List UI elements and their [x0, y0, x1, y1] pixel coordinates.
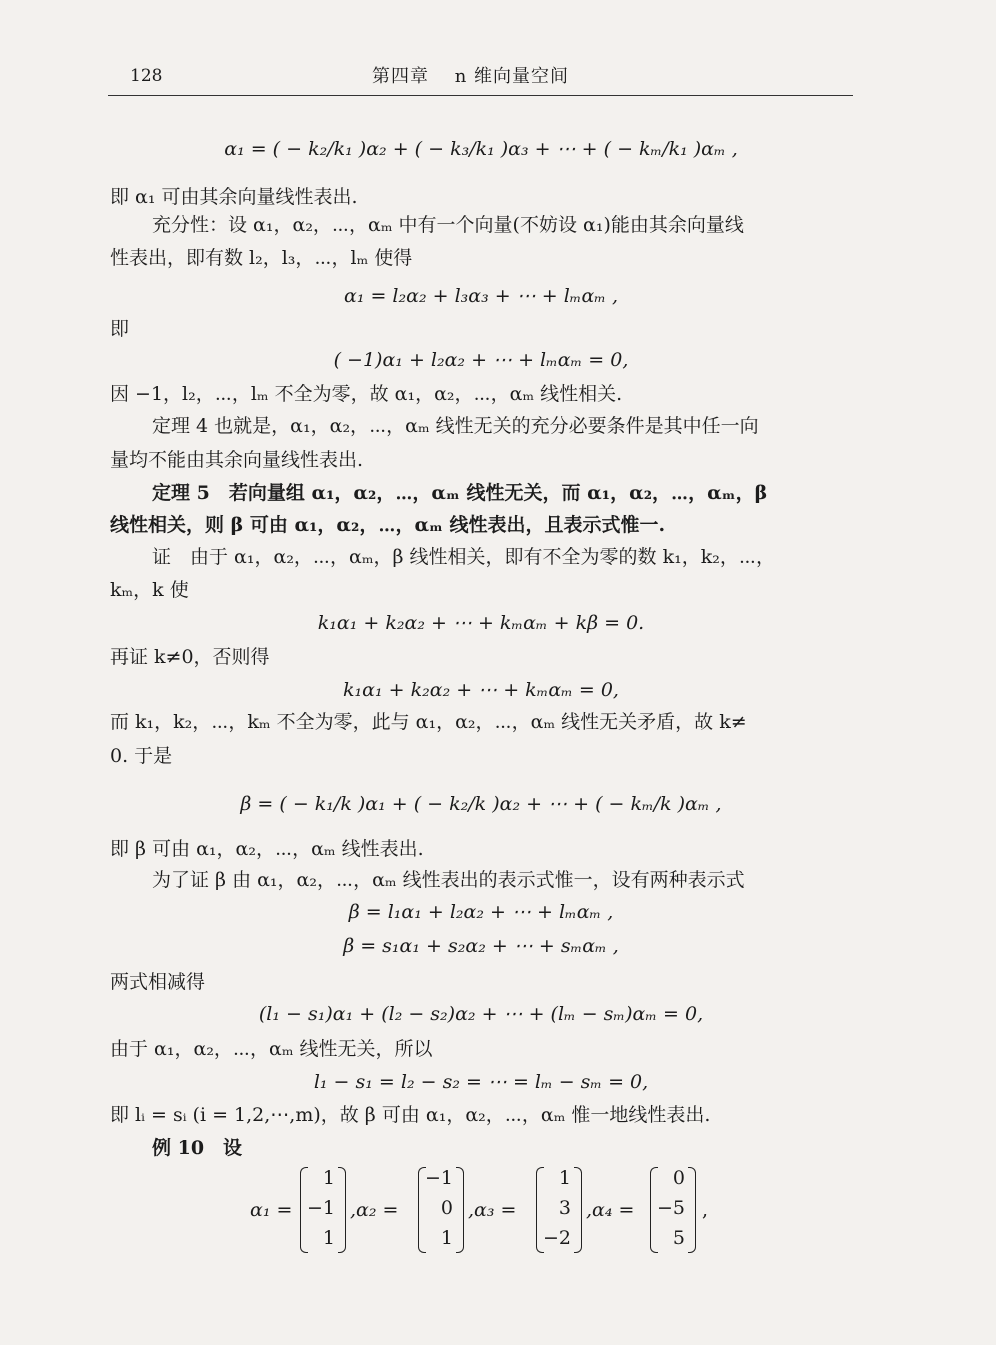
text-line: kₘ，k 使 — [110, 579, 189, 601]
matrix-entry: 0 — [440, 1197, 453, 1219]
example-10-heading: 例 10 设 — [152, 1137, 243, 1159]
proof-line: 证 由于 α₁，α₂，⋯，αₘ，β 线性相关，即有不全为零的数 k₁，k₂，⋯， — [152, 546, 775, 568]
matrix-label: ,α₂ = — [350, 1199, 399, 1221]
matrix-label: ,α₃ = — [468, 1199, 517, 1221]
equation: k₁α₁ + k₂α₂ + ⋯ + kₘαₘ = 0, — [343, 679, 619, 701]
matrix-entry: −1 — [424, 1167, 453, 1189]
theorem-5-line: 线性相关，则 β 可由 α₁，α₂，⋯，αₘ 线性表出，且表示式惟一. — [110, 514, 666, 536]
text-line: 由于 α₁，α₂，⋯，αₘ 线性无关，所以 — [110, 1038, 433, 1060]
matrix-entry: −2 — [542, 1227, 571, 1249]
text-line: 定理 4 也就是，α₁，α₂，⋯，αₘ 线性无关的充分必要条件是其中任一向 — [152, 415, 759, 437]
page-header — [110, 60, 852, 90]
equation: l₁ − s₁ = l₂ − s₂ = ⋯ = lₘ − sₘ = 0, — [313, 1071, 649, 1093]
right-bracket — [456, 1167, 464, 1253]
text-line: 即 α₁ 可由其余向量线性表出. — [110, 186, 358, 208]
column-vector-alpha1 — [300, 1165, 346, 1255]
text-line: 为了证 β 由 α₁，α₂，⋯，αₘ 线性表出的表示式惟一，设有两种表示式 — [152, 869, 745, 891]
matrix-entry: 3 — [558, 1197, 571, 1219]
text-line: 充分性：设 α₁，α₂，⋯，αₘ 中有一个向量(不妨设 α₁)能由其余向量线 — [152, 214, 744, 236]
matrix-entry: 0 — [672, 1167, 685, 1189]
text-line: 性表出，即有数 l₂，l₃，⋯，lₘ 使得 — [110, 247, 413, 269]
equation-alpha1-expansion: α₁ = ( − k₂/k₁ )α₂ + ( − k₃/k₁ )α₃ + ⋯ + ( − kₘ/k₁ )αₘ , — [224, 138, 738, 160]
equation: α₁ = l₂α₂ + l₃α₃ + ⋯ + lₘαₘ , — [343, 285, 618, 307]
equation: ( −1)α₁ + l₂α₂ + ⋯ + lₘαₘ = 0, — [333, 349, 629, 371]
right-bracket — [574, 1167, 582, 1253]
page-number: 128 — [130, 66, 163, 86]
right-bracket — [338, 1167, 346, 1253]
equation-beta-expansion: β = ( − k₁/k )α₁ + ( − k₂/k )α₂ + ⋯ + ( − kₘ/k )αₘ , — [240, 793, 722, 815]
matrix-entry: 1 — [440, 1227, 453, 1249]
matrix-entry: −1 — [306, 1197, 335, 1219]
running-head: 第四章 n 维向量空间 — [372, 66, 570, 87]
equation: β = s₁α₁ + s₂α₂ + ⋯ + sₘαₘ , — [343, 935, 619, 957]
text-line: 再证 k≠0，否则得 — [110, 646, 270, 668]
equation: k₁α₁ + k₂α₂ + ⋯ + kₘαₘ + kβ = 0. — [317, 612, 645, 634]
text-line: 两式相减得 — [110, 971, 206, 993]
matrix-entry: 5 — [672, 1227, 685, 1249]
text-line: 即 lᵢ = sᵢ (i = 1,2,⋯,m)，故 β 可由 α₁，α₂，⋯，αₘ 惟一地线性表出. — [110, 1104, 711, 1126]
matrix-entry: 1 — [322, 1227, 335, 1249]
column-vector-alpha2 — [418, 1165, 464, 1255]
matrix-entry: −5 — [656, 1197, 685, 1219]
header-rule — [108, 95, 853, 96]
column-vector-alpha4 — [650, 1165, 696, 1255]
theorem-5-line: 定理 5 若向量组 α₁，α₂，⋯，αₘ 线性无关，而 α₁，α₂，⋯，αₘ，β — [152, 482, 768, 504]
text-line: 量均不能由其余向量线性表出. — [110, 449, 364, 471]
text-line: 因 −1，l₂，⋯，lₘ 不全为零，故 α₁，α₂，⋯，αₘ 线性相关. — [110, 383, 623, 405]
text-line: 而 k₁，k₂，⋯，kₘ 不全为零，此与 α₁，α₂，⋯，αₘ 线性无关矛盾，故 k≠ — [110, 711, 747, 733]
right-bracket — [688, 1167, 696, 1253]
equation: β = l₁α₁ + l₂α₂ + ⋯ + lₘαₘ , — [348, 901, 614, 923]
matrix-entry: 1 — [322, 1167, 335, 1189]
example-matrices — [250, 1165, 730, 1260]
trailing-comma: , — [702, 1199, 709, 1221]
text-line: 即 β 可由 α₁，α₂，⋯，αₘ 线性表出. — [110, 838, 424, 860]
equation: (l₁ − s₁)α₁ + (l₂ − s₂)α₂ + ⋯ + (lₘ − sₘ)αₘ = 0, — [258, 1003, 704, 1025]
matrix-entry: 1 — [558, 1167, 571, 1189]
text-line: 即 — [110, 318, 130, 340]
matrix-label: α₁ = — [250, 1199, 293, 1221]
column-vector-alpha3 — [536, 1165, 582, 1255]
text-line: 0. 于是 — [110, 745, 173, 767]
matrix-label: ,α₄ = — [586, 1199, 635, 1221]
